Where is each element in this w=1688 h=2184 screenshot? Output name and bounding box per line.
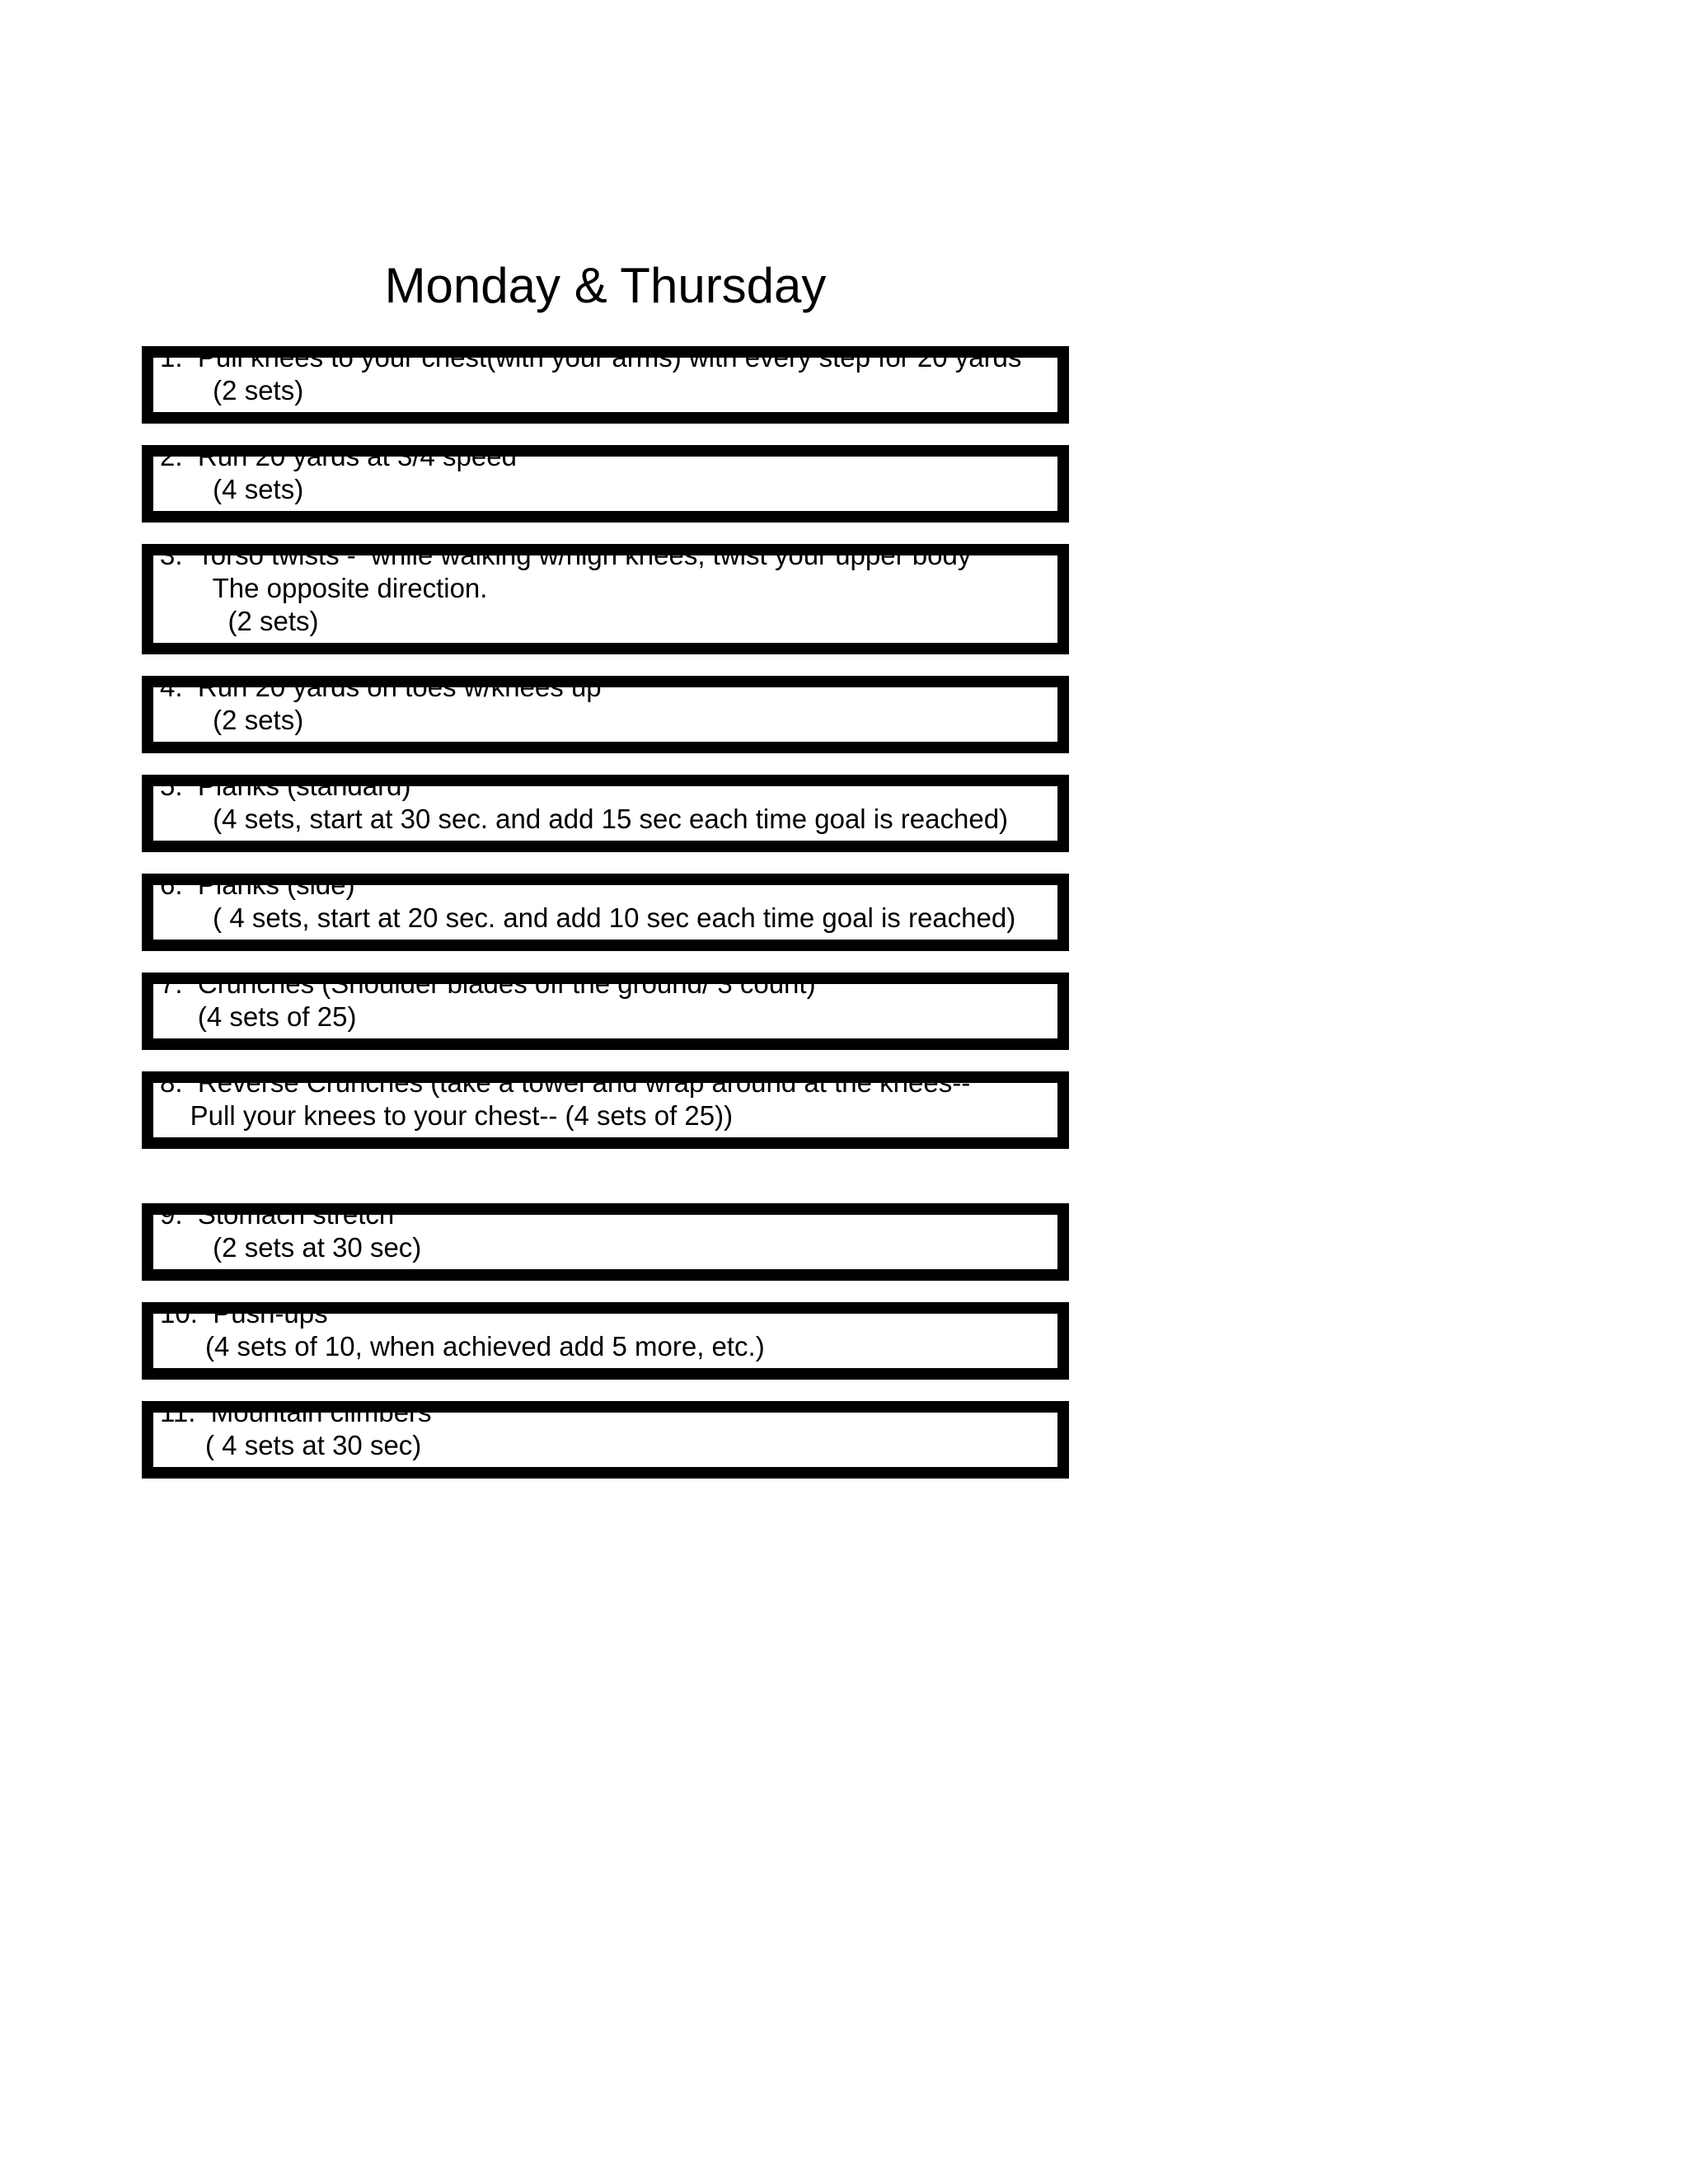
exercise-line: 5. Planks (standard) [160, 771, 411, 801]
exercise-text [160, 1396, 432, 1462]
exercise-line: Pull your knees to your chest-- (4 sets of 25)) [160, 1100, 734, 1131]
exercise-text [160, 869, 1015, 935]
exercise-text [160, 1297, 765, 1363]
exercise-text [160, 968, 816, 1033]
exercise-line: (2 sets at 30 sec) [160, 1232, 422, 1263]
exercise-box-9 [142, 1199, 1069, 1281]
exercise-line: ( 4 sets at 30 sec) [160, 1430, 422, 1460]
exercise-line: 11. Mountain climbers [160, 1397, 432, 1427]
page-title: Monday & Thursday [384, 258, 827, 313]
exercise-box-10 [142, 1298, 1069, 1380]
exercise-line: (4 sets of 10, when achieved add 5 more, etc.) [160, 1331, 765, 1361]
exercise-line: 7. Crunches (Shoulder blades off the ground/ 3 count) [160, 968, 816, 999]
exercise-line: 10. Push-ups [160, 1298, 328, 1329]
exercise-line: 3. Torso twists - while walking w/high knees, twist your upper body [160, 540, 972, 570]
exercise-text [160, 671, 602, 737]
exercise-box-5 [142, 771, 1069, 852]
exercise-box-1 [142, 342, 1069, 424]
exercise-box-7 [142, 968, 1069, 1050]
exercise-line: 2. Run 20 yards at 3/4 speed [160, 441, 517, 471]
exercise-box-4 [142, 672, 1069, 753]
exercise-text [160, 341, 1021, 407]
exercise-line: (4 sets of 25) [160, 1001, 357, 1032]
exercise-line: 1. Pull knees to your chest(with your arms) with every step for 20 yards [160, 342, 1022, 373]
exercise-line: 6. Planks (side) [160, 869, 355, 900]
exercise-line: (2 sets) [160, 705, 304, 735]
exercise-line: 8. Reverse Crunches (take a towel and wrap around at the knees-- [160, 1067, 971, 1098]
exercise-box-8 [142, 1067, 1069, 1149]
exercise-line: (4 sets) [160, 474, 304, 504]
exercise-line: ( 4 sets, start at 20 sec. and add 10 sec each time goal is reached) [160, 902, 1016, 933]
exercise-text [160, 440, 517, 506]
exercise-line: (4 sets, start at 30 sec. and add 15 sec each time goal is reached) [160, 804, 1009, 834]
exercise-text [160, 1198, 421, 1264]
exercise-text [160, 539, 971, 638]
exercise-text [160, 1066, 970, 1132]
exercise-line: 9. Stomach stretch [160, 1199, 395, 1230]
exercise-text [160, 770, 1008, 836]
exercise-box-11 [142, 1397, 1069, 1479]
exercise-line: The opposite direction. [160, 573, 488, 603]
exercise-line: 4. Run 20 yards on toes w/knees up [160, 672, 602, 702]
exercise-line: (2 sets) [160, 375, 304, 405]
exercise-line: (2 sets) [160, 606, 319, 636]
exercise-box-2 [142, 441, 1069, 523]
exercise-box-3 [142, 540, 1069, 654]
exercise-box-6 [142, 869, 1069, 951]
